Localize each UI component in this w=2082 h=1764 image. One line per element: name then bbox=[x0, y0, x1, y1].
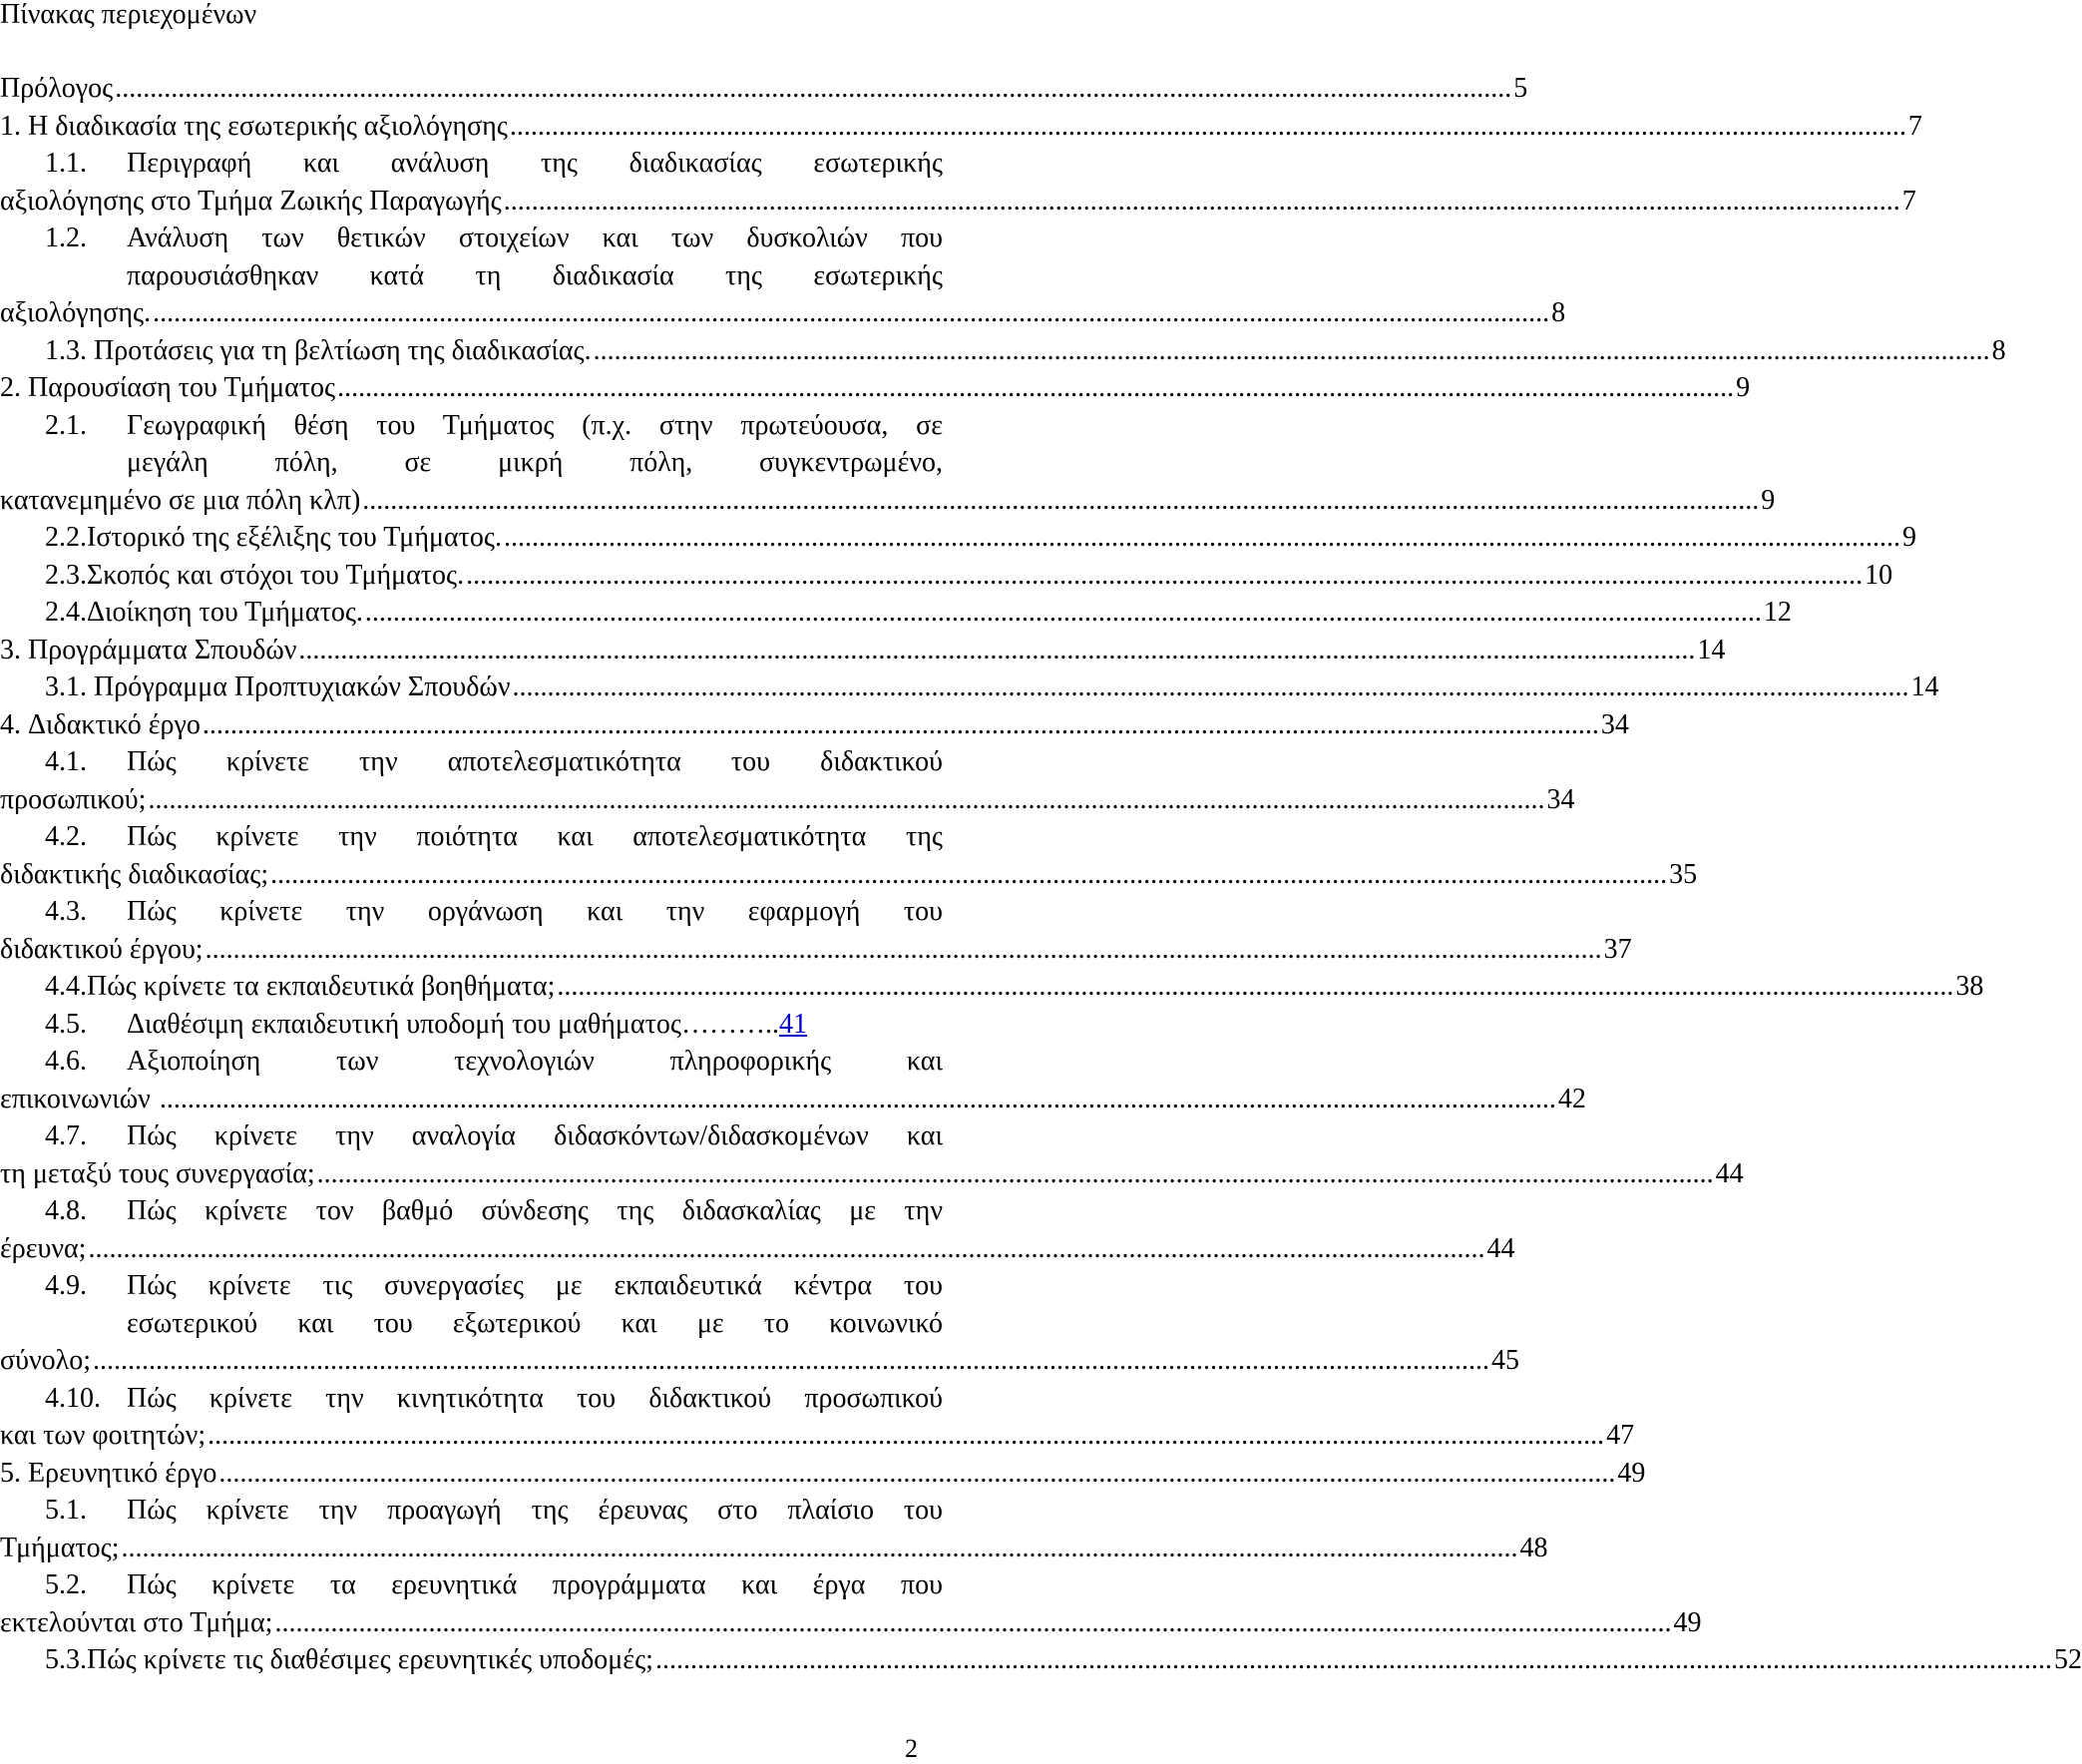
toc-entry-number: 4.3. bbox=[45, 896, 87, 927]
toc-entry-leader-line: σύνολο; ........................................................................................................................................................................................................ 45 bbox=[0, 1342, 958, 1379]
leader-dots: ........................................................................................................................................................................................................ bbox=[270, 858, 1668, 890]
toc-entry-title: Ερευνητικό έργο bbox=[28, 1457, 217, 1489]
leader-dots: ........................................................................................................................................................................................................ bbox=[557, 971, 1954, 1002]
toc-entry-leader-line: τη μεταξύ τους συνεργασία; ........................................................................................................................................................................................................ 44 bbox=[0, 1155, 958, 1192]
leader-dots: ........................................................................................................................................................................................................ bbox=[153, 297, 1550, 328]
leader-dots: ........................................................................................................................................................................................................ bbox=[512, 671, 1909, 702]
toc-entry-number: 1. bbox=[0, 110, 28, 142]
toc-entry-leader-line: επικοινωνιών ........................................................................................................................................................................................................ 42 bbox=[0, 1081, 958, 1117]
toc-entry-title: Πώς κρίνετε τα εκπαιδευτικά βοηθήματα; bbox=[87, 971, 556, 1002]
toc-entry-leader-line: διδακτικού έργου; ........................................................................................................................................................................................................ 37 bbox=[0, 931, 958, 968]
toc-entry-leader-line: 4.4. Πώς κρίνετε τα εκπαιδευτικά βοηθήματα; ........................................................................................................................................................................................................ 38 bbox=[0, 968, 958, 1005]
toc-entry-text-line: Πώς κρίνετε τις συνεργασίες με εκπαιδευτικά κέντρα του bbox=[127, 1270, 943, 1301]
toc-entry-number: 4.9. bbox=[45, 1270, 87, 1301]
toc-entry-title: Πρόλογος bbox=[0, 73, 114, 104]
toc-entry-title: Προγράμματα Σπουδών bbox=[28, 634, 297, 665]
toc-entry-text-line: Πώς κρίνετε τα ερευνητικά προγράμματα και έργα που bbox=[127, 1569, 943, 1600]
toc-entry-text-line: Αξιοποίηση των τεχνολογιών πληροφορικής και bbox=[127, 1046, 943, 1077]
toc-entry-number: 5. bbox=[0, 1457, 28, 1489]
toc-entry-text-line: Πώς κρίνετε την αποτελεσματικότητα του διδακτικού bbox=[127, 746, 943, 777]
toc-entry-leader-line: έρευνα; ........................................................................................................................................................................................................ 44 bbox=[0, 1230, 958, 1267]
leader-dots: ........................................................................................................................................................................................................ bbox=[218, 1457, 1616, 1489]
toc-entry-text-line: εσωτερικού και του εξωτερικού και με το κοινωνικό bbox=[127, 1307, 943, 1339]
toc-entry-title: Προτάσεις για τη βελτίωση της διαδικασίας. bbox=[94, 334, 592, 366]
toc-entry-number: 4.1. bbox=[45, 746, 87, 777]
toc-entry-number: 2.1. bbox=[45, 409, 87, 441]
leader-dots: ........................................................................................................................................................................................................ bbox=[298, 634, 1696, 665]
toc-entry-text-line: Πώς κρίνετε την οργάνωση και την εφαρμογή του bbox=[127, 896, 943, 927]
toc-entry-leader-line: και των φοιτητών; ........................................................................................................................................................................................................ 47 bbox=[0, 1417, 958, 1454]
leader-dots: ........................................................................................................................................................................................................ bbox=[503, 522, 1900, 553]
leader-dots: ........................................................................................................................................................................................................ bbox=[364, 597, 1762, 628]
leader-dots: ........................................................................................................................................................................................................ bbox=[503, 185, 1900, 217]
toc-entry-leader-line: αξιολόγησης στο Τμήμα Ζωικής Παραγωγής ........................................................................................................................................................................................................ 7 bbox=[0, 183, 958, 220]
toc-entry-leader-line: 3.1. Πρόγραμμα Προπτυχιακών Σπουδών ........................................................................................................................................................................................................ 14 bbox=[0, 668, 958, 705]
toc-entry-title: αξιολόγησης. bbox=[0, 297, 152, 328]
toc-entry-number: 4. bbox=[0, 708, 28, 740]
toc-entry-title: Τμήματος; bbox=[0, 1532, 120, 1563]
toc-entry-title: εκτελούνται στο Τμήμα; bbox=[0, 1606, 273, 1638]
toc-entry-title: και των φοιτητών; bbox=[0, 1420, 207, 1451]
toc-entry-number: 2. bbox=[0, 372, 28, 403]
toc-entry-title: κατανεμημένο σε μια πόλη κλπ) bbox=[0, 484, 361, 516]
toc-entry-text-line: Περιγραφή και ανάλυση της διαδικασίας εσωτερικής bbox=[127, 148, 943, 179]
toc-entry-number: 3.1. bbox=[45, 671, 94, 702]
toc-entry-leader-line bbox=[0, 1006, 958, 1043]
toc-entry-title: Πρόγραμμα Προπτυχιακών Σπουδών bbox=[94, 671, 511, 702]
toc-entry-leader-line: 1. Η διαδικασία της εσωτερικής αξιολόγησης ........................................................................................................................................................................................................ 7 bbox=[0, 108, 958, 145]
toc-entry-number: 5.2. bbox=[45, 1569, 87, 1600]
leader-dots: ........................................................................................................................................................................................................ bbox=[121, 1532, 1518, 1563]
toc-entry-title: Πώς κρίνετε τις διαθέσιμες ερευνητικές υποδομές; bbox=[87, 1644, 653, 1675]
page-number: 2 bbox=[905, 1734, 918, 1763]
toc-page-link[interactable]: 41 bbox=[778, 1008, 807, 1040]
toc-entry-leader-line: εκτελούνται στο Τμήμα; ........................................................................................................................................................................................................ 49 bbox=[0, 1604, 958, 1641]
toc-entry-title: επικοινωνιών bbox=[0, 1083, 158, 1114]
leader-dots: ........................................................................................................................................................................................................ bbox=[274, 1606, 1672, 1638]
leader-dots: ........................................................................................................................................................................................................ bbox=[208, 1420, 1605, 1451]
toc-entry-number: 2.4. bbox=[45, 597, 87, 628]
leader-dots: ........................................................................................................................................................................................................ bbox=[509, 110, 1906, 142]
toc-entry-title: Ιστορικό της εξέλιξης του Τμήματος. bbox=[87, 522, 502, 553]
leader-dots: ........................................................................................................................................................................................................ bbox=[337, 372, 1735, 403]
toc-entry-number: 4.10. bbox=[45, 1382, 101, 1414]
toc-entry-leader-line: 2.4. Διοίκηση του Τμήματος. ........................................................................................................................................................................................................ 12 bbox=[0, 594, 958, 631]
toc-entry-title: Διοίκηση του Τμήματος. bbox=[87, 597, 363, 628]
toc-entry-number: 2.2. bbox=[45, 522, 87, 553]
toc-entry-leader-line: προσωπικού; ........................................................................................................................................................................................................ 34 bbox=[0, 781, 958, 818]
toc-entry-text-line: Ανάλυση των θετικών στοιχείων και των δυσκολιών που bbox=[127, 222, 943, 253]
toc-entry-leader-line: Πρόλογος ........................................................................................................................................................................................................ 5 bbox=[0, 70, 958, 107]
toc-entry-text-line: μεγάλη πόλη, σε μικρή πόλη, συγκεντρωμένο, bbox=[127, 447, 943, 478]
leader-dots: ........................................................................................................................................................................................................ bbox=[92, 1345, 1489, 1376]
toc-entry-title: Σκοπός και στόχοι του Τμήματος. bbox=[87, 559, 465, 591]
toc-entry-title: διδακτικής διαδικασίας; bbox=[0, 858, 269, 890]
toc-entry-title: έρευνα; bbox=[0, 1232, 87, 1264]
toc-entry-number: 4.7. bbox=[45, 1120, 87, 1151]
toc-entry-text-line: Πώς κρίνετε την αναλογία διδασκόντων/διδασκομένων και bbox=[127, 1120, 943, 1151]
toc-entry-title: τη μεταξύ τους συνεργασία; bbox=[0, 1157, 315, 1189]
toc-entry-number: 3. bbox=[0, 634, 28, 665]
toc-entry-number: 1.1. bbox=[45, 148, 87, 179]
toc-entry-text-line: Γεωγραφική θέση του Τμήματος (π.χ. στην πρωτεύουσα, σε bbox=[127, 409, 943, 441]
leader-dots: ........................................................................................................................................................................................................ bbox=[654, 1644, 2052, 1675]
leader-dots: ........................................................................................................................................................................................................ bbox=[88, 1232, 1485, 1264]
toc-entry-number: 5.1. bbox=[45, 1495, 87, 1526]
toc-entry-leader-line: 4. Διδακτικό έργο ........................................................................................................................................................................................................ 34 bbox=[0, 706, 958, 743]
toc-entry-number: 1.3. bbox=[45, 334, 94, 366]
leader-dots: ........................................................................................................................................................................................................ bbox=[362, 484, 1760, 516]
toc-entry-leader-line: 2. Παρουσίαση του Τμήματος ........................................................................................................................................................................................................ 9 bbox=[0, 369, 958, 406]
toc-entry-title: Διδακτικό έργο bbox=[28, 708, 201, 740]
toc-title: Πίνακας περιεχομένων bbox=[0, 0, 257, 30]
toc-entry-leader-line: διδακτικής διαδικασίας; ........................................................................................................................................................................................................ 35 bbox=[0, 856, 958, 893]
toc-entry-title: Διαθέσιμη εκπαιδευτική υποδομή του μαθήματος……….. bbox=[127, 1008, 779, 1040]
toc-entry-title: σύνολο; bbox=[0, 1345, 91, 1376]
toc-entry-number: 4.4. bbox=[45, 971, 87, 1002]
toc-entry-title: αξιολόγησης στο Τμήμα Ζωικής Παραγωγής bbox=[0, 185, 502, 217]
toc-entry-leader-line: Τμήματος; ........................................................................................................................................................................................................ 48 bbox=[0, 1530, 958, 1566]
leader-dots: ........................................................................................................................................................................................................ bbox=[148, 783, 1545, 815]
toc-entry-text-line: Πώς κρίνετε την κινητικότητα του διδακτικού προσωπικού bbox=[127, 1382, 943, 1414]
toc-entry-number: 4.5. bbox=[45, 1008, 87, 1040]
leader-dots: ........................................................................................................................................................................................................ bbox=[466, 559, 1864, 591]
toc-entry-leader-line: 2.3. Σκοπός και στόχοι του Τμήματος. ........................................................................................................................................................................................................ 10 bbox=[0, 557, 958, 594]
toc-entry-title: Η διαδικασία της εσωτερικής αξιολόγησης bbox=[28, 110, 508, 142]
toc-entry-leader-line: κατανεμημένο σε μια πόλη κλπ) ........................................................................................................................................................................................................ 9 bbox=[0, 482, 958, 519]
toc-entry-number: 1.2. bbox=[45, 222, 87, 253]
toc-entry-leader-line: 3. Προγράμματα Σπουδών ........................................................................................................................................................................................................ 14 bbox=[0, 632, 958, 668]
toc-entry-text-line: Πώς κρίνετε την ποιότητα και αποτελεσματικότητα της bbox=[127, 821, 943, 852]
leader-dots: ........................................................................................................................................................................................................ bbox=[115, 73, 1512, 104]
toc-entry-number: 4.2. bbox=[45, 821, 87, 852]
toc-entry-number: 4.8. bbox=[45, 1195, 87, 1226]
toc-entry-number: 5.3. bbox=[45, 1644, 87, 1675]
toc-entry-leader-line: 5. Ερευνητικό έργο ........................................................................................................................................................................................................ 49 bbox=[0, 1455, 958, 1492]
toc-entry-number: 4.6. bbox=[45, 1046, 87, 1077]
toc-entry-text-line: Πώς κρίνετε τον βαθμό σύνδεσης της διδασκαλίας με την bbox=[127, 1195, 943, 1226]
leader-dots: ........................................................................................................................................................................................................ bbox=[593, 334, 1990, 366]
toc-entry-text-line: Πώς κρίνετε την προαγωγή της έρευνας στο πλαίσιο του bbox=[127, 1495, 943, 1526]
toc-entry-title: Παρουσίαση του Τμήματος bbox=[28, 372, 336, 403]
toc-entry-number: 2.3. bbox=[45, 559, 87, 591]
toc-entry-leader-line: 1.3. Προτάσεις για τη βελτίωση της διαδικασίας. ........................................................................................................................................................................................................ 8 bbox=[0, 332, 958, 369]
toc-entry-leader-line: 5.3. Πώς κρίνετε τις διαθέσιμες ερευνητικές υποδομές; ........................................................................................................................................................................................................ 52 bbox=[0, 1641, 958, 1678]
toc-entry-leader-line: αξιολόγησης. ........................................................................................................................................................................................................ 8 bbox=[0, 294, 958, 331]
toc-entry-text-line: παρουσιάσθηκαν κατά τη διαδικασία της εσωτερικής bbox=[127, 259, 943, 291]
toc-entry-title: προσωπικού; bbox=[0, 783, 147, 815]
leader-dots: ........................................................................................................................................................................................................ bbox=[316, 1157, 1714, 1189]
leader-dots: ........................................................................................................................................................................................................ bbox=[205, 933, 1602, 965]
leader-dots: ........................................................................................................................................................................................................ bbox=[202, 708, 1599, 740]
toc-entry-title: διδακτικού έργου; bbox=[0, 933, 204, 965]
toc-entry-leader-line: 2.2. Ιστορικό της εξέλιξης του Τμήματος. ........................................................................................................................................................................................................ 9 bbox=[0, 519, 958, 556]
leader-dots: ........................................................................................................................................................................................................ bbox=[159, 1083, 1556, 1114]
